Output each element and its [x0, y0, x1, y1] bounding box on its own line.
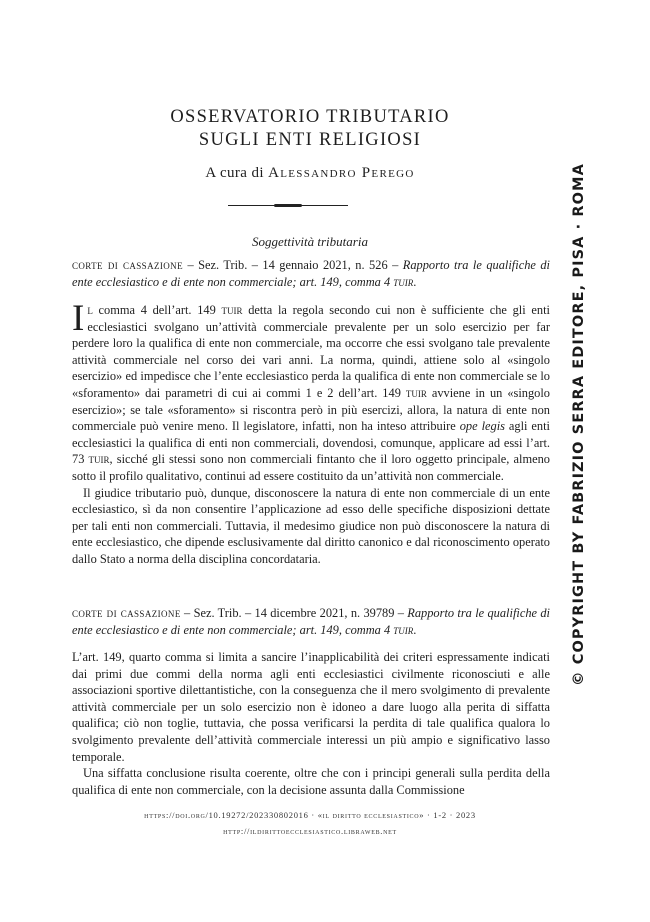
ruling-end: . — [413, 622, 417, 637]
curator-prefix: A cura di — [205, 165, 269, 181]
paragraph-4: Una siffatta conclusione risulta coerente, oltre che con i principi generali sulla perdita della qualifica di ente non commerciale, con la decisione assunta dalla Commissione — [72, 766, 550, 797]
commentary-block-2 — [72, 649, 550, 798]
drop-cap: I — [72, 298, 85, 339]
text-run: agli enti ecclesiastici la qualifica di enti non commerciali, dovendosi, comunque, applicare ad essi l’art. 73 — [72, 419, 551, 467]
footer-url: http://ildirittoecclesiastico.libraweb.net — [223, 826, 397, 836]
commentary-block-1 — [72, 298, 551, 568]
tuir-abbrev: tuir — [393, 622, 414, 637]
paragraph-3: L’art. 149, quarto comma si limita a sancire l’inapplicabilità dei criteri espressamente indicati dai primi due commi della norma agli enti ecclesiastici civilmente riconosciuti e alle associazioni sportive dilettantistiche, con la conseguenza che il mero svolgimento di prevalente attività commerciale per un solo esercizio non è idoneo a dare luogo alla perita di siffatta qualifica; ciò non toglie, tuttavia, che possa verificarsi la perdita di tale qualifica qualora lo svolgimento prevalente dell’attività commerciale interessi un più ampio e significativo lasso temporale. — [72, 650, 550, 764]
copyright-notice: © COPYRIGHT BY FABRIZIO SERRA EDITORE, PISA · ROMA — [571, 163, 587, 686]
title-line-1: OSSERVATORIO TRIBUTARIO — [170, 107, 450, 127]
ruling-subject: Rapporto tra le qualifiche di ente ecclesiastico e di ente non commerciale; art. 149, comma 4 — [72, 258, 550, 289]
ruling-reference: – Sez. Trib. – 14 dicembre 2021, n. 39789 – — [180, 606, 408, 620]
ruling-citation-1 — [72, 257, 550, 291]
ruling-citation-2 — [72, 605, 550, 639]
paragraph-1 — [72, 298, 551, 485]
ruling-subject: Rapporto tra le qualifiche di ente ecclesiastico e di ente non commerciale; art. 149, comma 4 — [72, 606, 550, 637]
ruling-end: . — [413, 274, 417, 289]
latin-term: ope legis — [459, 419, 505, 434]
curator-line — [0, 165, 620, 182]
footer-doi: https://doi.org/10.19272/202330802016 · «il diritto ecclesiastico» · 1-2 · 2023 — [144, 810, 476, 820]
section-heading: Soggettività tributaria — [252, 234, 368, 249]
title-line-2: SUGLI ENTI RELIGIOSI — [198, 130, 422, 150]
text-run: detta la regola secondo cui non è sufficiente che gli enti ecclesiastici svolgano un’attività commerciale prevalente per un solo esercizio per far perdere loro la qualifica di ente non commerciale, ma occorre che essi svolgano tale prevalente attività commerciale nel corso dei vari anni. La norma, quindi, attiene solo al «singolo esercizio» ed impedisce che l’ente ecclesiastico perda la qualifica di ente non commerciale se lo «sforamento» dai parametri di cui ai commi 1 e 2 dell’art. 149 — [72, 303, 550, 400]
ornamental-divider — [228, 205, 348, 206]
tuir-abbrev: tuir — [405, 385, 427, 400]
court-name: corte di cassazione — [72, 606, 181, 620]
lead-smallcaps: l — [87, 303, 93, 317]
tuir-abbrev: tuir — [393, 274, 414, 289]
tuir-abbrev: tuir — [221, 303, 243, 317]
text-run: , sicché gli stessi sono non commerciali fintanto che il loro oggetto principale, almeno sotto il profilo qualitativo, continui ad essere costituito da un’attività non commerciale. — [72, 452, 550, 483]
journal-section-title — [0, 106, 620, 152]
text-run: comma 4 dell’art. 149 — [92, 303, 222, 317]
text-run: avviene in un «singolo esercizio»; se tale «sforamento» si riscontra però in più esercizi, allora, la natura di ente non commerciale può venire meno. Il legislatore, infatti, non ha inteso attribuire — [72, 385, 550, 434]
curator-name: Alessandro Perego — [268, 165, 415, 181]
tuir-abbrev: tuir — [88, 452, 110, 467]
court-name: corte di cassazione — [72, 258, 183, 272]
ruling-reference: – Sez. Trib. – 14 gennaio 2021, n. 526 – — [182, 258, 403, 272]
paragraph-2: Il giudice tributario può, dunque, disconoscere la natura di ente non commerciale di un ente ecclesiastico, sì da non consentire l’applicazione ad esso delle specifiche disposizioni dettate per tali enti non commerciali. Tuttavia, il medesimo giudice non può disconoscere la natura di ente ecclesiastico, che dipende esclusivamente dal diritto canonico e dal riconoscimento operato dallo Stato a norma della disciplina concordataria. — [72, 485, 550, 566]
